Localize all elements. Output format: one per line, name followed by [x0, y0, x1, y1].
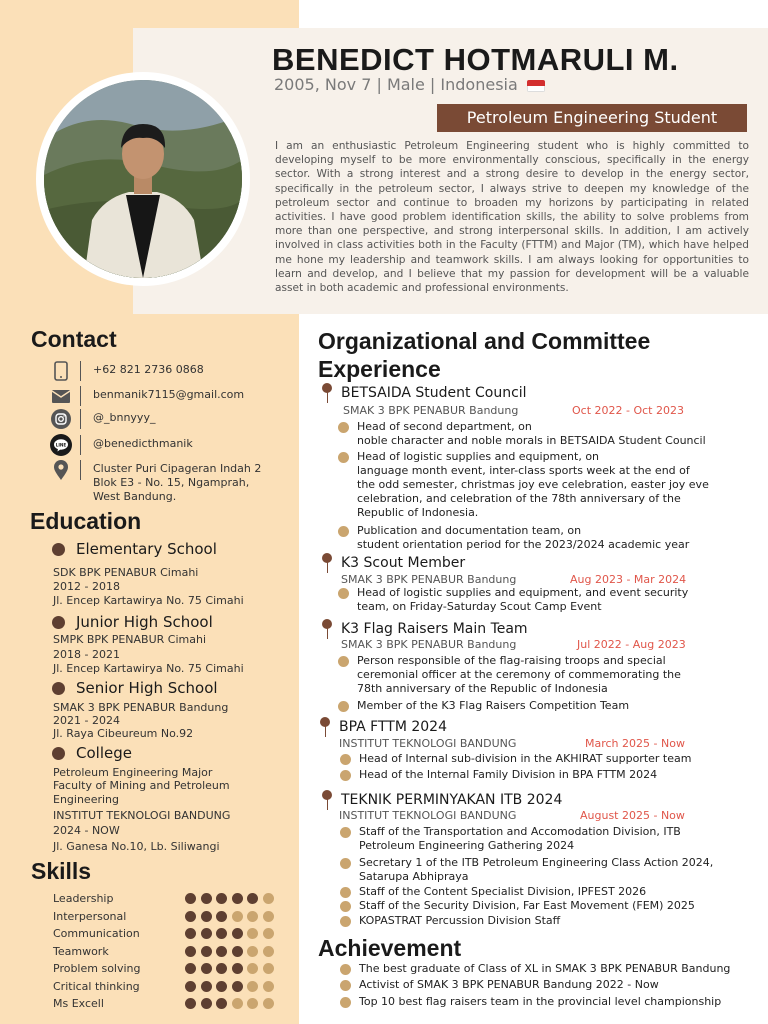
edu-level-label: Senior High School — [76, 679, 218, 697]
rating-dot — [232, 963, 243, 974]
timeline-pin-icon — [321, 619, 333, 639]
edu-detail: Jl. Ganesa No.10, Lb. Siliwangi — [53, 840, 220, 853]
indonesia-flag-icon — [527, 80, 545, 92]
edu-detail: 2018 - 2021 — [53, 648, 120, 661]
skill-label: Leadership — [53, 892, 114, 905]
bullet-line: Head of second department, on — [357, 420, 532, 433]
rating-dot — [247, 998, 258, 1009]
rating-dot — [263, 998, 274, 1009]
bullet-dot — [340, 964, 351, 975]
org-date: Jul 2022 - Aug 2023 — [577, 638, 686, 651]
rating-dot — [185, 963, 196, 974]
bullet-line: celebration, and celebration of the 78th anniversary of the — [357, 492, 681, 505]
rating-dot — [247, 928, 258, 939]
divider — [80, 386, 81, 406]
bullet-line: team, on Friday-Saturday Scout Camp Event — [357, 600, 602, 613]
contact-address — [50, 459, 261, 504]
rating-dot — [216, 946, 227, 957]
edu-detail: SDK BPK PENABUR Cimahi — [53, 566, 199, 579]
rating-dot — [263, 946, 274, 957]
skills-heading: Skills — [31, 858, 92, 884]
bullet-line: Head of logistic supplies and equipment, on — [357, 450, 600, 463]
skill-label: Critical thinking — [53, 979, 140, 993]
rating-dot — [185, 911, 196, 922]
edu-detail: Engineering — [53, 793, 119, 806]
bullet-line: Staff of the Content Specialist Division, IPFEST 2026 — [359, 885, 647, 898]
org-bullet — [338, 450, 709, 520]
bullet-dot — [52, 543, 65, 556]
skill-rating — [185, 911, 278, 922]
org-k3-flag-raisers — [321, 619, 528, 639]
rating-dot — [232, 946, 243, 957]
skill-label: Ms Excell — [53, 997, 104, 1010]
edu-elementary-heading — [52, 540, 217, 558]
rating-dot — [185, 946, 196, 957]
org-date: Aug 2023 - Mar 2024 — [570, 573, 687, 586]
rating-dot — [216, 893, 227, 904]
bullet-dot — [340, 754, 351, 765]
skill-label: Problem solving — [53, 962, 141, 975]
org-bullet — [338, 699, 629, 713]
divider — [80, 435, 81, 455]
organization-heading: Organizational and Committee Experience — [318, 328, 651, 382]
rating-dot — [185, 998, 196, 1009]
timeline-pin-icon — [321, 790, 333, 810]
rating-dot — [247, 911, 258, 922]
org-bullet — [340, 825, 681, 853]
edu-level-label: College — [76, 744, 132, 762]
bullet-dot — [338, 656, 349, 667]
org-place: SMAK 3 BPK PENABUR Bandung — [341, 573, 517, 586]
org-teknik-perminyakan — [321, 790, 562, 810]
org-bullet — [338, 420, 706, 448]
contact-line — [50, 434, 193, 456]
bullet-dot — [340, 887, 351, 898]
org-betsaida — [321, 383, 527, 403]
skill-rating — [185, 981, 278, 992]
bullet-line: Head of Internal sub-division in the AKHIRAT supporter team — [359, 752, 692, 765]
rating-dot — [232, 928, 243, 939]
org-bullet — [338, 654, 681, 696]
edu-detail: Jl. Encep Kartawirya No. 75 Cimahi — [53, 662, 244, 675]
bullet-dot — [338, 588, 349, 599]
rating-dot — [263, 928, 274, 939]
achievement-text: The best graduate of Class of XL in SMAK 3 BPK PENABUR Bandung — [359, 962, 731, 975]
rating-dot — [232, 998, 243, 1009]
org-place: SMAK 3 BPK PENABUR Bandung — [343, 404, 519, 417]
rating-dot — [201, 928, 212, 939]
rating-dot — [201, 981, 212, 992]
rating-dot — [247, 981, 258, 992]
rating-dot — [216, 928, 227, 939]
bullet-line: Republic of Indonesia. — [357, 506, 479, 519]
rating-dot — [216, 911, 227, 922]
skill-label: Communication — [53, 927, 140, 940]
achievement-text: Activist of SMAK 3 BPK PENABUR Bandung 2022 - Now — [359, 978, 659, 991]
phone-icon — [50, 360, 72, 382]
org-bpa-fttm — [319, 717, 447, 737]
rating-dot — [201, 893, 212, 904]
rating-dot — [185, 981, 196, 992]
contact-phone — [50, 360, 204, 382]
skill-label: Teamwork — [53, 944, 109, 958]
skill-rating — [185, 998, 278, 1009]
divider — [80, 460, 81, 480]
edu-detail: Jl. Encep Kartawirya No. 75 Cimahi — [53, 594, 244, 607]
email-address[interactable]: benmanik7115@gmail.com — [93, 388, 245, 401]
rating-dot — [232, 981, 243, 992]
org-bullet — [338, 524, 689, 552]
org-k3-scout — [321, 553, 465, 573]
org-bullet — [340, 856, 713, 884]
bullet-line: 78th anniversary of the Republic of Indonesia — [357, 682, 608, 695]
org-name: K3 Flag Raisers Main Team — [341, 621, 528, 637]
edu-detail: Faculty of Mining and Petroleum — [53, 779, 230, 792]
location-pin-icon — [50, 459, 72, 481]
org-bullet — [340, 752, 691, 766]
address-line: Blok E3 - No. 15, Ngamprah, — [93, 476, 250, 489]
bullet-dot — [52, 616, 65, 629]
org-bullet — [340, 899, 695, 913]
bullet-dot — [338, 452, 349, 463]
org-bullet — [340, 885, 646, 899]
org-place: INSTITUT TEKNOLOGI BANDUNG — [339, 809, 517, 822]
personal-info — [274, 75, 545, 94]
org-name: BPA FTTM 2024 — [339, 719, 448, 735]
rating-dot — [185, 893, 196, 904]
bullet-line: Publication and documentation team, on — [357, 524, 582, 537]
rating-dot — [263, 911, 274, 922]
org-date: Oct 2022 - Oct 2023 — [572, 404, 684, 417]
personal-info-text: 2005, Nov 7 | Male | Indonesia — [274, 75, 518, 94]
rating-dot — [216, 998, 227, 1009]
bullet-line: noble character and noble morals in BETSAIDA Student Council — [357, 434, 706, 447]
edu-detail: INSTITUT TEKNOLOGI BANDUNG — [53, 809, 231, 822]
bullet-dot — [340, 770, 351, 781]
rating-dot — [263, 893, 274, 904]
edu-junior-heading — [52, 613, 213, 631]
line-app-icon — [50, 434, 72, 456]
bullet-line: the odd semester, christmas joy eve celebration, easter joy eve — [357, 478, 709, 491]
achievement-text: Top 10 best flag raisers team in the provincial level championship — [359, 995, 722, 1008]
full-name: BENEDICT HOTMARULI M. — [272, 42, 679, 77]
address-line: Cluster Puri Cipageran Indah 2 — [93, 462, 262, 475]
edu-level-label: Junior High School — [76, 613, 213, 631]
edu-college-heading — [52, 744, 132, 762]
bullet-line: Petroleum Engineering Gathering 2024 — [359, 839, 575, 852]
bullet-dot — [340, 827, 351, 838]
bullet-line: Satarupa Abhipraya — [359, 870, 469, 883]
achievement-heading: Achievement — [318, 935, 462, 961]
rating-dot — [232, 911, 243, 922]
timeline-pin-icon — [319, 717, 331, 737]
achievement-item — [340, 978, 659, 992]
edu-detail: 2024 - NOW — [53, 824, 120, 837]
line-handle[interactable]: @benedicthmanik — [93, 437, 193, 450]
edu-detail: 2012 - 2018 — [53, 580, 120, 593]
bullet-dot — [340, 858, 351, 869]
rating-dot — [247, 963, 258, 974]
bullet-line: Staff of the Transportation and Accomodation Division, ITB — [359, 825, 681, 838]
divider — [80, 361, 81, 381]
edu-level-label: Elementary School — [76, 540, 217, 558]
contact-email — [50, 385, 244, 407]
rating-dot — [263, 981, 274, 992]
bullet-line: KOPASTRAT Percussion Division Staff — [359, 914, 561, 927]
rating-dot — [247, 893, 258, 904]
bullet-line: language month event, inter-class sports week at the end of — [357, 464, 690, 477]
skill-rating — [185, 963, 278, 974]
rating-dot — [216, 963, 227, 974]
org-name: BETSAIDA Student Council — [341, 385, 527, 401]
edu-detail: Jl. Raya Cibeureum No.92 — [53, 727, 194, 740]
instagram-icon — [50, 408, 72, 430]
bullet-line: Head of the Internal Family Division in BPA FTTM 2024 — [359, 768, 658, 781]
edu-detail: Petroleum Engineering Major — [53, 766, 213, 779]
edu-detail: 2021 - 2024 — [53, 714, 120, 727]
skill-rating — [185, 946, 278, 957]
org-place: INSTITUT TEKNOLOGI BANDUNG — [339, 737, 517, 750]
instagram-handle[interactable]: @_bnnyyy_ — [93, 411, 156, 424]
rating-dot — [201, 946, 212, 957]
edu-senior-heading — [52, 679, 218, 697]
bullet-line: Person responsible of the flag-raising troops and special — [357, 654, 666, 667]
bullet-line: Staff of the Security Division, Far East Movement (FEM) 2025 — [359, 899, 695, 912]
org-date: August 2025 - Now — [580, 809, 685, 822]
edu-detail: SMAK 3 BPK PENABUR Bandung — [53, 701, 229, 714]
org-date: March 2025 - Now — [585, 737, 685, 750]
org-name: K3 Scout Member — [341, 555, 466, 571]
achievement-item — [340, 962, 730, 976]
timeline-pin-icon — [321, 553, 333, 573]
bullet-dot — [340, 997, 351, 1008]
education-heading: Education — [30, 508, 142, 534]
rating-dot — [247, 946, 258, 957]
rating-dot — [216, 981, 227, 992]
address-line: West Bandung. — [93, 490, 177, 503]
timeline-pin-icon — [321, 383, 333, 403]
mail-icon — [50, 385, 72, 407]
divider — [80, 409, 81, 429]
org-place: SMAK 3 BPK PENABUR Bandung — [341, 638, 517, 651]
svg-text:LINE: LINE — [55, 442, 67, 448]
skill-rating — [185, 928, 278, 939]
bullet-line: ceremonial officer at the ceremony of commemorating the — [357, 668, 681, 681]
rating-dot — [232, 893, 243, 904]
rating-dot — [201, 998, 212, 1009]
bullet-dot — [340, 916, 351, 927]
skill-label: Interpersonal — [53, 909, 127, 923]
profile-photo — [44, 80, 242, 278]
bullet-line: student orientation period for the 2023/2024 academic year — [357, 538, 690, 551]
contact-heading: Contact — [31, 326, 117, 352]
org-bullet — [338, 586, 688, 614]
role-badge: Petroleum Engineering Student — [437, 104, 747, 132]
phone-number[interactable]: +62 821 2736 0868 — [93, 363, 204, 376]
skill-rating — [185, 893, 278, 904]
org-bullet — [340, 914, 560, 928]
address — [93, 462, 261, 504]
org-bullet — [340, 768, 657, 782]
rating-dot — [185, 928, 196, 939]
bio-paragraph: I am an enthusiastic Petroleum Engineering student who is highly committed to developing myself to be more environmentally conscious, specifically in the energy sector. With a strong interest and a strong desire to develop in the energy sector, specifically in the petroleum sector, I always strive to deepen my knowledge of the petroleum sector and continue to broaden my horizons by participating in related activities. I have good problem identification skills, the ability to solve problems from more than one perspective, and strong interpersonal skills. In addition, I am actively involved in class activities both in the Faculty (FTTM) and Major (TM), which have helped me hone my leadership and teamwork skills. I am always looking for opportunities to learn and develop, and I believe that my passion for development will be a valuable asset in both academic and professional environments. — [275, 140, 749, 295]
rating-dot — [201, 911, 212, 922]
org-name: TEKNIK PERMINYAKAN ITB 2024 — [341, 792, 563, 808]
bullet-dot — [340, 980, 351, 991]
bullet-dot — [338, 422, 349, 433]
edu-detail: SMPK BPK PENABUR Cimahi — [53, 633, 207, 646]
bullet-dot — [338, 701, 349, 712]
bullet-line: Member of the K3 Flag Raisers Competition Team — [357, 699, 630, 712]
achievement-item — [340, 995, 721, 1009]
bullet-dot — [52, 682, 65, 695]
bullet-line: Head of logistic supplies and equipment, and event security — [357, 586, 689, 599]
bullet-dot — [52, 747, 65, 760]
bullet-line: Secretary 1 of the ITB Petroleum Engineering Class Action 2024, — [359, 856, 714, 869]
bullet-dot — [340, 901, 351, 912]
rating-dot — [263, 963, 274, 974]
bullet-dot — [338, 526, 349, 537]
rating-dot — [201, 963, 212, 974]
contact-instagram — [50, 408, 155, 430]
